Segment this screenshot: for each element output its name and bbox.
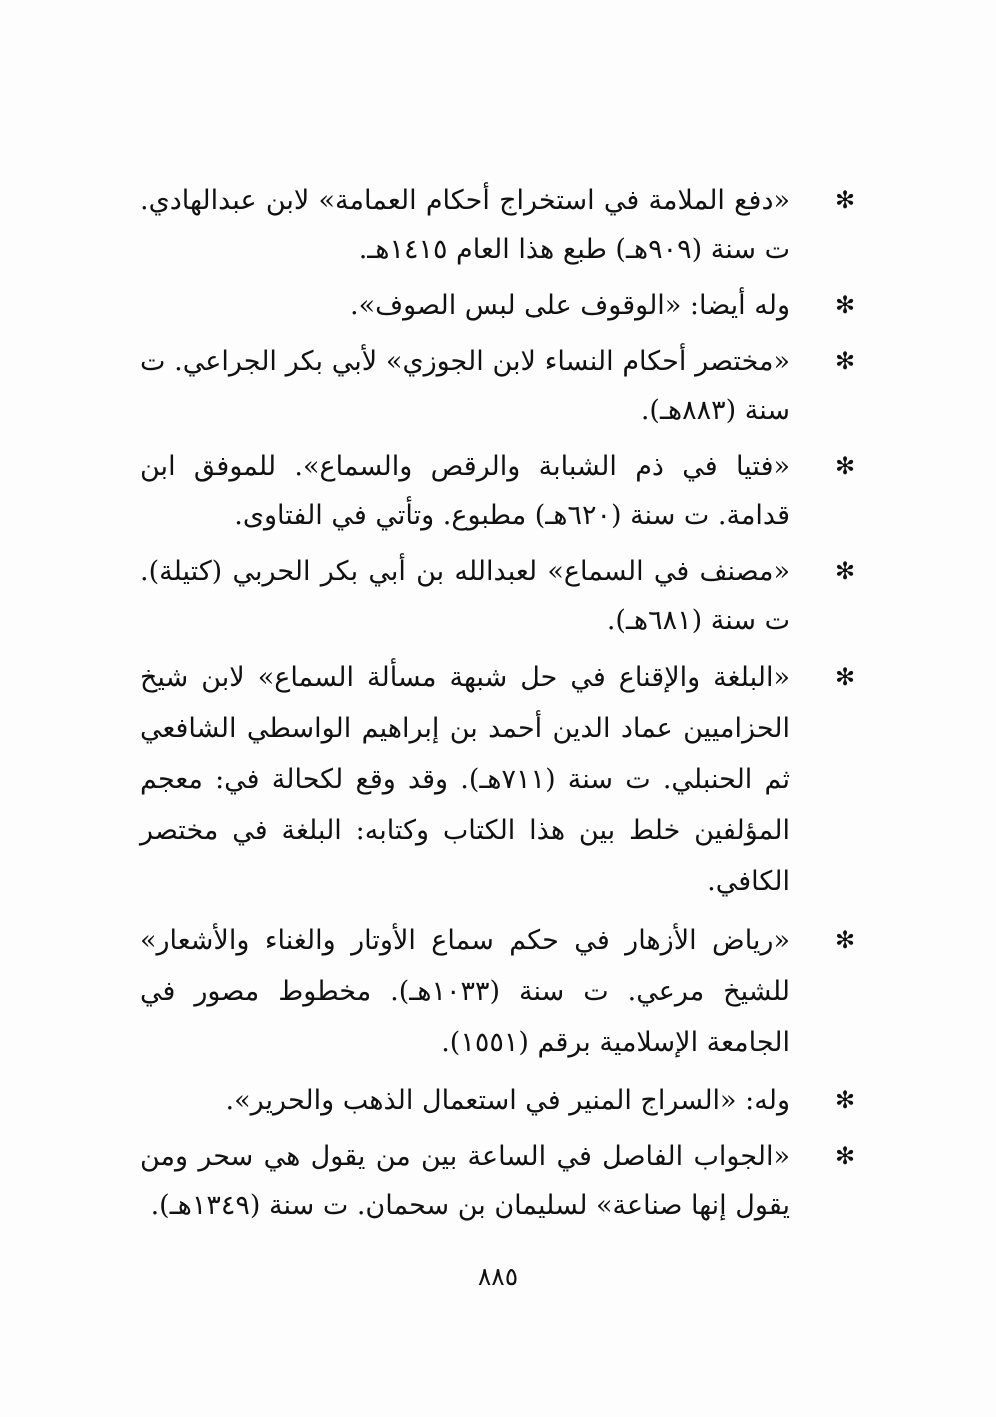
entry-text: وله: «السراج المنير في استعمال الذهب والحرير». — [225, 1085, 790, 1116]
entry-text: «البلغة والإقناع في حل شبهة مسألة السماع» لابن شيخ الحزاميين عماد الدين أحمد بن إبراهيم الواسطي الشافعي ثم الحنبلي. ت سنة (٧١١هـ). وقد وقع لكحالة في: معجم المؤلفين خلط بين هذا الكتاب وكتابه: البلغة في مختصر الكافي. — [140, 662, 790, 897]
asterisk-bullet-icon: ✻ — [834, 452, 856, 480]
entry-text: «مصنف في السماع» لعبدالله بن أبي بكر الحربي (كتيلة). ت سنة (٦٨١هـ). — [140, 556, 790, 636]
page-number: ٨٨٥ — [477, 1262, 519, 1291]
asterisk-bullet-icon: ✻ — [834, 663, 856, 691]
entry-text: «دفع الملامة في استخراج أحكام العمامة» لابن عبدالهادي. ت سنة (٩٠٩هـ) طبع هذا العام ١٤١٥هـ. — [140, 185, 790, 265]
list-item — [140, 915, 860, 1068]
entry-text: «رياض الأزهار في حكم سماع الأوتار والغناء والأشعار» للشيخ مرعي. ت سنة (١٠٣٣هـ). مخطوط مصور في الجامعة الإسلامية برقم (١٥٥١). — [140, 925, 790, 1058]
list-item — [140, 1076, 860, 1125]
asterisk-bullet-icon: ✻ — [834, 1086, 856, 1114]
entry-text: «الجواب الفاصل في الساعة بين من يقول هي سحر ومن يقول إنها صناعة» لسليمان بن سحمان. ت سنة (١٣٤٩هـ). — [140, 1141, 790, 1221]
list-item — [140, 281, 860, 330]
list-item — [140, 442, 860, 540]
asterisk-bullet-icon: ✻ — [834, 186, 856, 214]
asterisk-bullet-icon: ✻ — [834, 926, 856, 954]
list-item — [140, 652, 860, 907]
asterisk-bullet-icon: ✻ — [834, 1142, 856, 1170]
list-item — [140, 1132, 860, 1230]
entries-list — [140, 176, 860, 1237]
list-item — [140, 547, 860, 645]
asterisk-bullet-icon: ✻ — [834, 347, 856, 375]
entry-text: وله أيضا: «الوقوف على لبس الصوف». — [350, 290, 790, 321]
entry-text: «فتيا في ذم الشبابة والرقص والسماع». للموفق ابن قدامة. ت سنة (٦٢٠هـ) مطبوع. وتأتي في الفتاوى. — [140, 451, 790, 531]
list-item — [140, 337, 860, 435]
list-item — [140, 176, 860, 274]
asterisk-bullet-icon: ✻ — [834, 291, 856, 319]
asterisk-bullet-icon: ✻ — [834, 557, 856, 585]
entry-text: «مختصر أحكام النساء لابن الجوزي» لأبي بكر الجراعي. ت سنة (٨٨٣هـ). — [140, 346, 790, 426]
